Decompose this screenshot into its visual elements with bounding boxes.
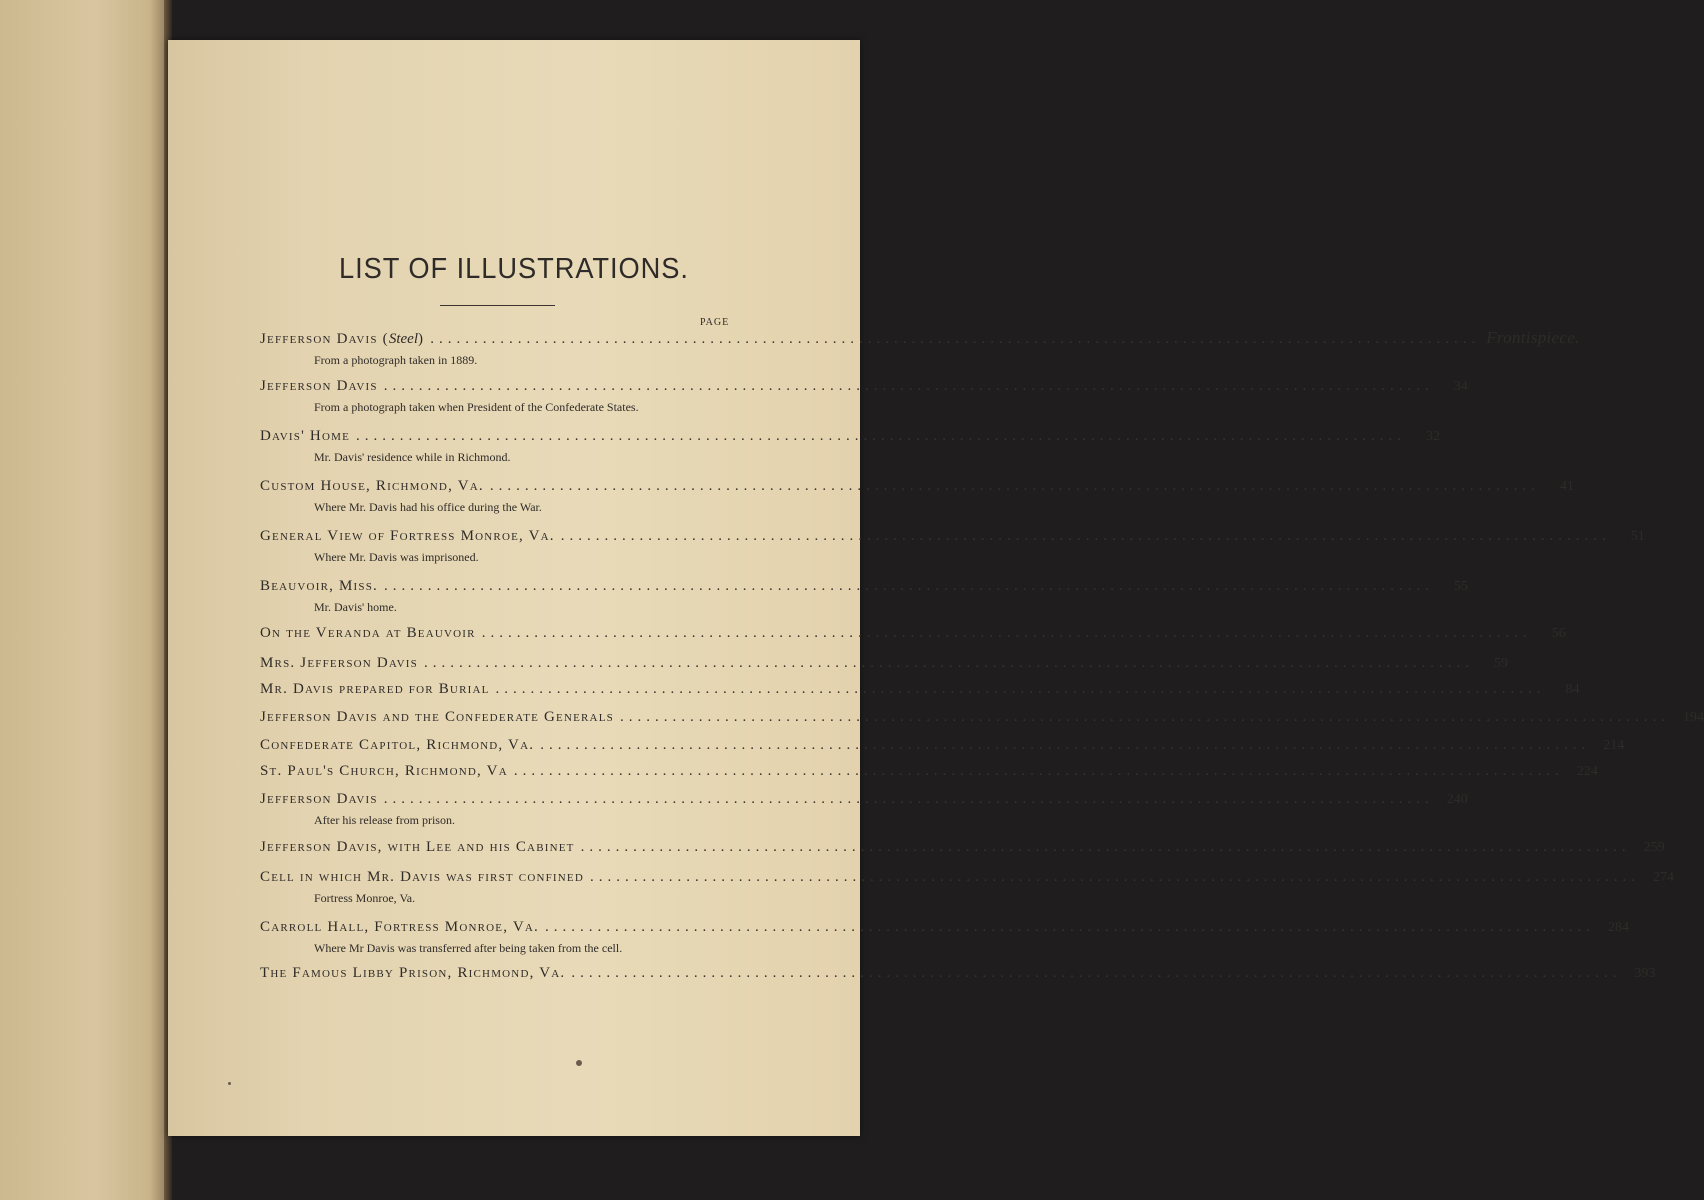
page-number: 259 <box>1643 840 1665 855</box>
page-column-label: PAGE <box>700 317 730 328</box>
paper-speck <box>576 1060 582 1066</box>
illustration-entry <box>260 709 1704 726</box>
paper-speck <box>228 1082 231 1085</box>
page-number: 32 <box>1426 429 1441 444</box>
illustration-caption: After his release from prison. <box>314 813 455 827</box>
page-number: 59 <box>1493 656 1508 671</box>
dot-leader: ........................................................................................................................ <box>430 331 1481 347</box>
book-page <box>168 40 1704 1136</box>
illustration-note: Steel <box>388 331 418 347</box>
illustration-entry <box>260 655 1508 672</box>
illustration-caption: Mr. Davis' residence while in Richmond. <box>314 450 511 464</box>
illustration-title: Beauvoir, Miss. <box>260 578 378 594</box>
illustration-entry <box>260 763 1598 780</box>
illustration-caption: Where Mr Davis was transferred after being taken from the cell. <box>314 941 623 955</box>
illustration-title: Davis' Home <box>260 428 351 444</box>
illustration-caption: From a photograph taken when President of the Confederate States. <box>314 400 639 414</box>
illustration-title: General View of Fortress Monroe, Va. <box>260 528 555 544</box>
illustration-entry <box>260 791 1468 828</box>
page-number: 56 <box>1551 626 1566 641</box>
illustration-caption: Fortress Monroe, Va. <box>314 891 416 905</box>
page-number: 55 <box>1454 579 1468 594</box>
dot-leader: ........................................................................................................................ <box>481 625 1532 641</box>
illustration-entry <box>260 428 1441 465</box>
illustration-entry <box>260 919 1629 956</box>
page-number: 393 <box>1634 966 1656 981</box>
illustration-entry <box>260 528 1645 565</box>
illustration-title: Cell in which Mr. Davis was first confined <box>260 869 584 885</box>
illustration-title: Mr. Davis prepared for Burial <box>260 681 490 697</box>
illustration-entry <box>260 578 1468 615</box>
page-number: 240 <box>1446 792 1468 807</box>
dot-leader: ........................................................................................................................ <box>489 478 1540 494</box>
illustration-title: Jefferson Davis <box>260 791 378 807</box>
illustration-entry <box>260 869 1674 906</box>
illustration-title: Confederate Capitol, Richmond, Va. <box>260 737 535 753</box>
page-number: 224 <box>1576 764 1598 779</box>
illustration-title: Jefferson Davis and the Confederate Generals <box>260 709 614 725</box>
illustration-entry <box>260 839 1665 856</box>
illustration-entry <box>260 378 1468 415</box>
illustration-title: The Famous Libby Prison, Richmond, Va. <box>260 965 566 981</box>
illustration-title: Jefferson Davis, with Lee and his Cabinet <box>260 839 575 855</box>
dot-leader: ........................................................................................................................ <box>571 965 1622 981</box>
illustration-title: Jefferson Davis <box>260 378 378 394</box>
dot-leader: ........................................................................................................................ <box>619 709 1670 725</box>
page-title: LIST OF ILLUSTRATIONS. <box>339 253 689 285</box>
dot-leader: ........................................................................................................................ <box>383 378 1434 394</box>
page-number: 51 <box>1630 529 1645 544</box>
dot-leader: ........................................................................................................................ <box>513 763 1564 779</box>
illustration-title: Custom House, Richmond, Va. <box>260 478 484 494</box>
dot-leader: ........................................................................................................................ <box>423 655 1474 671</box>
illustration-entry <box>260 625 1566 642</box>
page-number: Frontispiece. <box>1486 328 1580 347</box>
dot-leader: ........................................................................................................................ <box>383 791 1434 807</box>
illustration-caption: Where Mr. Davis had his office during the War. <box>314 500 542 514</box>
page-number: 34 <box>1453 379 1468 394</box>
illustration-title: St. Paul's Church, Richmond, Va <box>260 763 508 779</box>
page-number: 214 <box>1603 738 1625 753</box>
page-number: 84 <box>1565 682 1580 697</box>
illustration-entry <box>260 737 1625 754</box>
illustration-entry <box>260 965 1656 982</box>
title-rule <box>440 305 555 306</box>
dot-leader: ........................................................................................................................ <box>384 578 1434 594</box>
illustration-title: Jefferson Davis (Steel) <box>260 331 425 347</box>
illustration-entry <box>260 478 1574 515</box>
dot-leader: ........................................................................................................................ <box>590 869 1640 885</box>
dot-leader: ........................................................................................................................ <box>544 919 1595 935</box>
dot-leader: ........................................................................................................................ <box>560 528 1611 544</box>
illustration-caption: From a photograph taken in 1889. <box>314 353 478 367</box>
dot-leader: ........................................................................................................................ <box>580 839 1631 855</box>
dot-leader: ........................................................................................................................ <box>540 737 1591 753</box>
illustration-title: On the Veranda at Beauvoir <box>260 625 476 641</box>
illustration-title: Mrs. Jefferson Davis <box>260 655 418 671</box>
page-number: 274 <box>1653 870 1674 885</box>
dot-leader: ........................................................................................................................ <box>356 428 1407 444</box>
illustration-caption: Mr. Davis' home. <box>314 600 397 614</box>
page-number: 284 <box>1607 920 1629 935</box>
page-number: 41 <box>1559 479 1574 494</box>
dot-leader: ........................................................................................................................ <box>495 681 1546 697</box>
facing-page <box>0 0 170 1200</box>
illustration-title: Carroll Hall, Fortress Monroe, Va. <box>260 919 539 935</box>
illustration-entry <box>260 681 1580 698</box>
illustration-caption: Where Mr. Davis was imprisoned. <box>314 550 479 564</box>
illustration-entry <box>260 328 1580 368</box>
page-number: 194 <box>1682 710 1704 725</box>
